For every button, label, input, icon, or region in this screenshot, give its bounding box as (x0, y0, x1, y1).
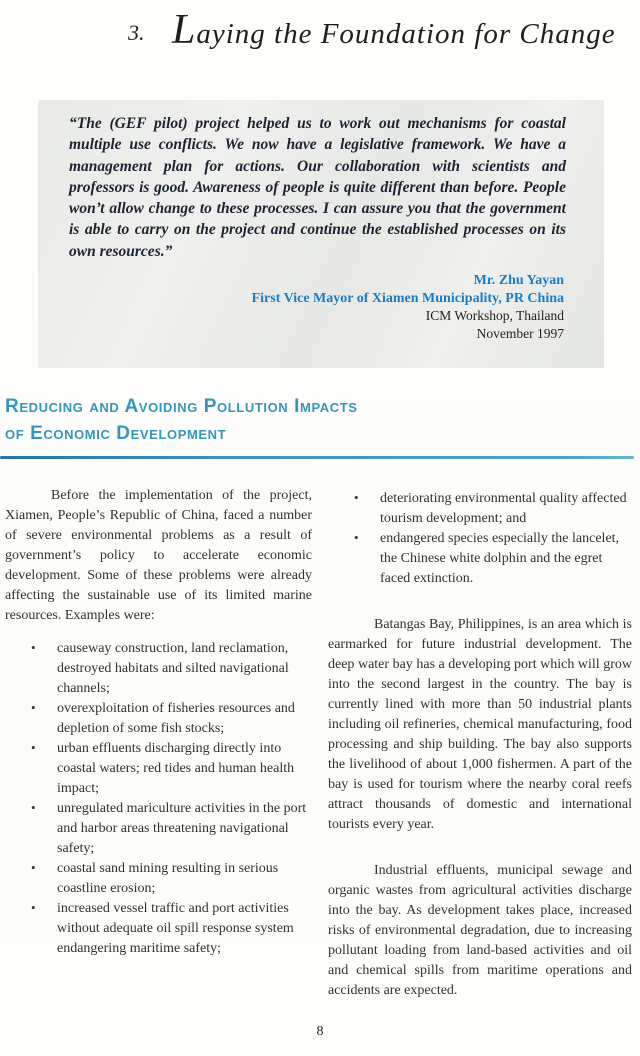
quote-text: “The (GEF pilot) project helped us to work out mechanisms for coastal multiple use conflicts. We now have a legislative framework. We have a management plan for actions. Our collaboration with scientists and professors is good. Awareness of people is quite different than before. People won’t allow change to these processes. I can assure you that the government is able to carry on the project and continue the established processes on its own resources.” (69, 115, 566, 260)
attribution-event: ICM Workshop, Thailand (425, 308, 564, 323)
problem-list-left (5, 639, 312, 959)
quote-attribution (252, 272, 564, 342)
bullet-icon: • (31, 860, 36, 875)
left-column (5, 486, 312, 959)
paragraph-xiamen-intro: Before the implementation of the project, Xiamen, People’s Republic of China, faced a number of severe environmental problems as a result of government’s policy to accelerate economic development. Some of these problems were already affecting the sustainable use of its limited marine resources. Examples were: (5, 488, 312, 623)
list-item-text: overexploitation of fisheries resources and depletion of some fish stocks; (57, 701, 295, 736)
quote-box (38, 100, 604, 368)
list-item-text: deteriorating environmental quality affected tourism development; and (380, 491, 627, 526)
list-item (5, 899, 312, 959)
list-item-text: unregulated mariculture activities in the port and harbor areas threatening navigational safety; (57, 801, 307, 856)
attribution-date: November 1997 (476, 325, 564, 341)
list-item (5, 799, 312, 859)
section-heading (5, 393, 358, 447)
page-number: 8 (316, 1024, 324, 1039)
list-item-text: endangered species especially the lancelet, the Chinese white dolphin and the egret faced extinction. (380, 531, 620, 586)
bullet-icon: • (354, 530, 359, 545)
section-heading-line-2: of Economic Development (5, 423, 227, 444)
chapter-title: Laying the Foundation for Change (172, 7, 616, 53)
list-item (328, 489, 632, 529)
list-item (5, 699, 312, 739)
attribution-title: First Vice Mayor of Xiamen Municipality, PR China (251, 290, 564, 306)
list-item (5, 859, 312, 899)
bullet-icon: • (31, 700, 36, 715)
bullet-icon: • (31, 900, 36, 915)
problem-list-right (328, 489, 632, 589)
paragraph-batangas-bay: Batangas Bay, Philippines, is an area which is earmarked for future industrial development. The deep water bay has a developing port which will grow into the second largest in the country. The bay is currently lined with more than 50 industrial plants including oil refineries, chemical manufacturing, food processing and ship building. The bay also supports the livelihood of about 1,000 fishermen. A part of the bay is used for tourism where the nearby coral reefs attract thousands of domestic and international tourists every year. (328, 617, 632, 832)
list-item (328, 529, 632, 589)
section-divider-rule (0, 456, 634, 459)
list-item (5, 639, 312, 699)
bullet-icon: • (31, 740, 36, 755)
bullet-icon: • (354, 490, 359, 505)
chapter-number: 3. (128, 20, 145, 45)
list-item-text: urban effluents discharging directly into coastal waters; red tides and human health impact; (57, 741, 295, 796)
list-item (5, 739, 312, 799)
list-item-text: increased vessel traffic and port activities without adequate oil spill response system endangering maritime safety; (57, 901, 294, 956)
list-item-text: coastal sand mining resulting in serious coastline erosion; (57, 861, 279, 896)
list-item-text: causeway construction, land reclamation, destroyed habitats and silted navigational channels; (57, 641, 289, 696)
paragraph-industrial-effluents: Industrial effluents, municipal sewage and organic wastes from agricultural activities discharge into the bay. As development takes place, increased risks of environmental degradation, due to increasing pollutant loading from land-based activities and oil and chemical spills from maritime operations and accidents are expected. (328, 863, 632, 998)
section-heading-line-1: Reducing and Avoiding Pollution Impacts (5, 396, 358, 417)
bullet-icon: • (31, 800, 36, 815)
right-column (328, 486, 632, 1001)
attribution-name: Mr. Zhu Yayan (473, 273, 564, 288)
bullet-icon: • (31, 640, 36, 655)
